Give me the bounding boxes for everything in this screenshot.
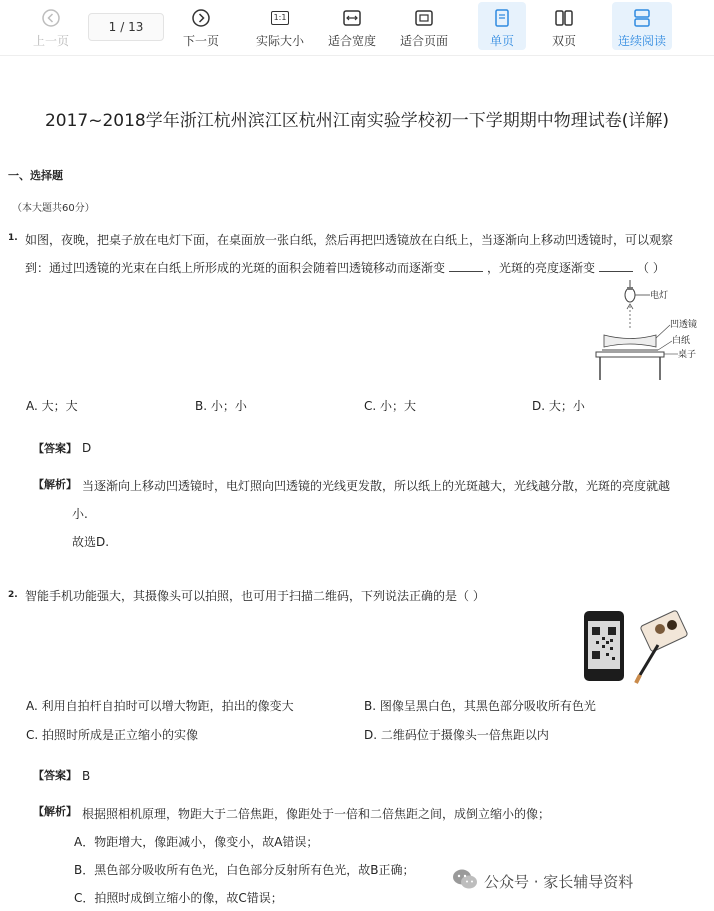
explanation-tag: 【解析】 <box>33 805 77 818</box>
continuous-reading-icon <box>631 7 653 29</box>
fit-page-icon <box>413 7 435 29</box>
question-number: 1. <box>8 233 18 243</box>
actual-size-icon: 1:1 <box>269 7 291 29</box>
prev-page-button[interactable] <box>28 2 74 50</box>
question-2-option-c: C. 拍照时所成是正立缩小的实像 <box>26 728 199 742</box>
lamp-lens-table-figure <box>590 280 710 385</box>
watermark <box>452 868 633 894</box>
question-2-option-d: D. 二维码位于摄像头一倍焦距以内 <box>364 728 549 742</box>
explanation-line: 根据照相机原理，物距大于二倍焦距，像距处于一倍和二倍焦距之间，成倒立缩小的像； <box>82 807 551 821</box>
document-title: 2017~2018学年浙江杭州滨江区杭州江南实验学校初一下学期期中物理试卷(详解) <box>44 111 670 131</box>
single-page-button[interactable] <box>478 2 526 50</box>
single-page-icon <box>491 7 513 29</box>
question-1-line-2: 到：通过凹透镜的光束在白纸上所形成的光斑的面积会随着凹透镜移动而逐渐变 ，光斑的亮度逐渐变 （ ） <box>25 261 665 275</box>
answer-value: B <box>82 769 91 783</box>
prev-page-label: 上一页 <box>32 34 69 48</box>
double-page-label: 双页 <box>551 34 576 48</box>
actual-size-button[interactable] <box>252 2 308 50</box>
question-number: 2. <box>8 590 18 600</box>
viewer-toolbar <box>0 0 714 56</box>
explanation-line: B．黑色部分吸收所有色光，白色部分反射所有色光，故B正确； <box>74 863 415 877</box>
question-2-option-b: B. 图像呈黑白色，其黑色部分吸收所有色光 <box>364 699 596 713</box>
page-current: 1 <box>108 20 117 34</box>
question-1-line-1: 如图，夜晚，把桌子放在电灯下面，在桌面放一张白纸，然后再把凹透镜放在白纸上，当逐渐向上移动凹透镜时，可以观察 <box>25 233 674 247</box>
fit-width-label: 适合宽度 <box>327 34 376 48</box>
question-2-option-a: A. 利用自拍杆自拍时可以增大物距，拍出的像变大 <box>26 699 294 713</box>
page-number-input[interactable] <box>88 13 164 41</box>
chevron-right-circle-icon <box>190 7 212 29</box>
double-page-button[interactable] <box>540 2 588 50</box>
answer-value: D <box>82 441 92 455</box>
answer-blank-2 <box>599 260 633 272</box>
figure-label-paper: 白纸 <box>672 335 691 345</box>
fit-page-label: 适合页面 <box>399 34 448 48</box>
fit-width-button[interactable] <box>324 2 380 50</box>
question-1-option-c: C. 小；大 <box>364 399 417 413</box>
answer-blank-1 <box>449 260 483 272</box>
watermark-text: 公众号 · 家长辅导资料 <box>484 872 634 891</box>
fit-width-icon <box>341 7 363 29</box>
fit-page-button[interactable] <box>396 2 452 50</box>
question-2-line-1: 智能手机功能强大，其摄像头可以拍照，也可用于扫描二维码，下列说法正确的是（ ） <box>25 589 485 603</box>
figure-label-table: 桌子 <box>678 349 697 359</box>
explanation-line: A．物距增大，像距减小，像变小，故A错误； <box>74 835 319 849</box>
next-page-button[interactable] <box>178 2 224 50</box>
phone-selfie-stick-figure <box>580 605 708 685</box>
explanation-tag: 【解析】 <box>33 478 77 491</box>
wechat-icon <box>452 868 478 894</box>
figure-label-lens: 凹透镜 <box>670 319 698 329</box>
answer-tag: 【答案】 <box>33 442 77 455</box>
figure-label-lamp: 电灯 <box>650 290 669 300</box>
section-heading: 一、选择题 <box>8 169 63 182</box>
explanation-line: C．拍照时成倒立缩小的像，故C错误； <box>74 891 283 905</box>
answer-tag: 【答案】 <box>33 769 77 782</box>
question-1-option-a: A. 大；大 <box>26 399 78 413</box>
question-1-option-d: D. 大；小 <box>532 399 585 413</box>
actual-size-label: 实际大小 <box>255 34 304 48</box>
next-page-label: 下一页 <box>182 34 219 48</box>
continuous-reading-button[interactable] <box>612 2 672 50</box>
explanation-line: 故选D. <box>72 535 110 549</box>
chevron-left-circle-icon <box>40 7 62 29</box>
single-page-label: 单页 <box>489 34 514 48</box>
question-1-option-b: B. 小；小 <box>195 399 247 413</box>
double-page-icon <box>553 7 575 29</box>
page-total: / 13 <box>120 20 144 34</box>
continuous-reading-label: 连续阅读 <box>617 34 666 48</box>
explanation-line: 当逐渐向上移动凹透镜时，电灯照向凹透镜的光线更发散，所以纸上的光斑越大，光线越分散，光斑的亮度就越 <box>82 479 671 493</box>
section-note: （本大题共60分） <box>12 203 95 214</box>
explanation-line: 小. <box>72 507 88 521</box>
